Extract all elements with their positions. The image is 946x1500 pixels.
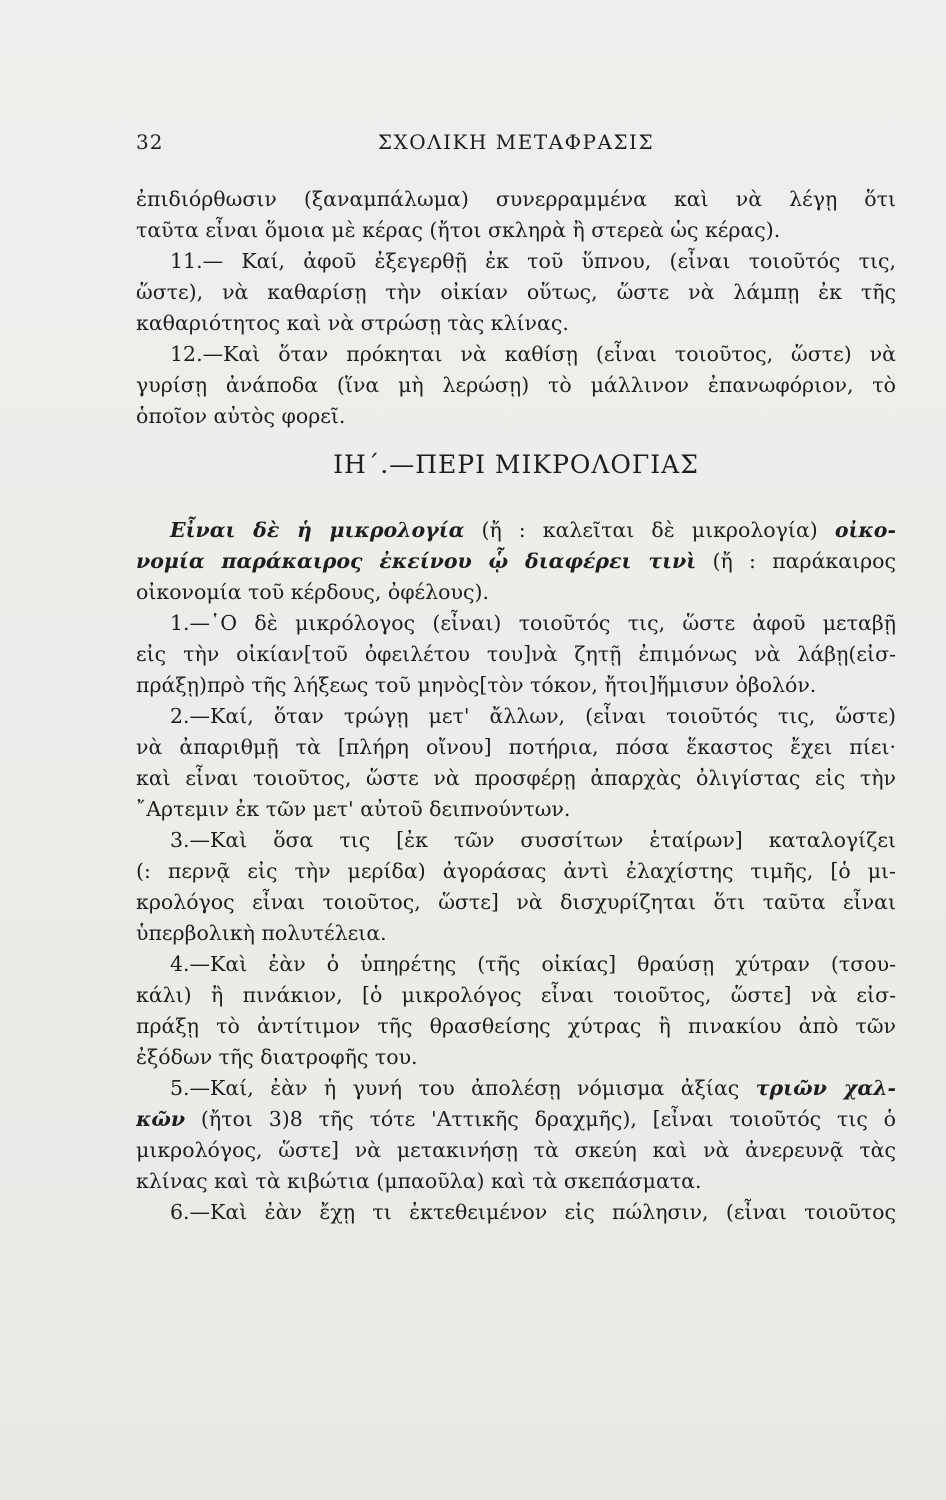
text-line: κρολόγος εἶναι τοιοῦτος, ὥστε] νὰ δισχυρίζηται ὅτι ταῦτα εἶναι bbox=[136, 890, 896, 914]
text-line: ὁποῖον αὐτὸς φορεῖ. bbox=[136, 404, 346, 428]
text-line: ἐπιδιόρθωσιν (ξαναμπάλωμα) συνερραμμένα καὶ νὰ λέγῃ ὅτι bbox=[136, 187, 896, 211]
text-line: εἰς τὴν οἰκίαν[τοῦ ὀφειλέτου του]νὰ ζητῇ ἐπιμόνως νὰ λάβῃ(εἰσ- bbox=[136, 642, 896, 666]
text-line: ῎Αρτεμιν ἐκ τῶν μετ' αὐτοῦ δειπνούντων. bbox=[136, 797, 571, 821]
text-line: κάλι) ἢ πινάκιον, [ὁ μικρολόγος εἶναι τοιοῦτος, ὥστε] νὰ εἰσ- bbox=[136, 983, 896, 1007]
text-fragment: 5.—Καί, ἐὰν ἡ γυνή του ἀπολέσῃ νόμισμα ἀξίας bbox=[170, 1076, 756, 1100]
text-line: κλίνας καὶ τὰ κιβώτια (μπαοῦλα) καὶ τὰ σκεπάσματα. bbox=[136, 1169, 702, 1193]
text-line: πράξῃ)πρὸ τῆς λήξεως τοῦ μηνὸς[τὸν τόκον, ἤτοι]ἥμισυν ὀβολόν. bbox=[136, 673, 817, 697]
text-line: 1.—῾Ο δὲ μικρόλογος (εἶναι) τοιοῦτός τις, ὥστε ἀφοῦ μεταβῇ bbox=[170, 611, 896, 635]
text-line: ὥστε), νὰ καθαρίσῃ τὴν οἰκίαν οὕτως, ὥστε νὰ λάμπῃ ἐκ τῆς bbox=[136, 280, 896, 304]
text-line bbox=[136, 1073, 896, 1104]
text-line: πράξῃ τὸ ἀντίτιμον τῆς θρασθείσης χύτρας ἢ πινακίου ἀπὸ τῶν bbox=[136, 1014, 896, 1038]
text-line: 6.—Καὶ ἐὰν ἔχῃ τι ἐκτεθειμένον εἰς πώλησιν, (εἶναι τοιοῦτος bbox=[170, 1200, 896, 1224]
running-title: ΣΧΟΛΙΚΗ ΜΕΤΑΦΡΑΣΙΣ bbox=[377, 130, 655, 154]
text-line: γυρίσῃ ἀνάποδα (ἵνα μὴ λερώσῃ) τὸ μάλλινον ἐπανωφόριον, τὸ bbox=[136, 373, 896, 397]
emphasis-text: τριῶν χαλ- bbox=[755, 1076, 896, 1100]
definition-gloss: (ἤ : καλεῖται δὲ μικρολογία) bbox=[464, 518, 835, 542]
definition-gloss: (ἤ : παράκαιρος bbox=[696, 549, 896, 573]
text-line: καθαριότητος καὶ νὰ στρώσῃ τὰς κλίνας. bbox=[136, 311, 569, 335]
text-fragment: (ἤτοι 3)8 τῆς τότε 'Αττικῆς δραχμῆς), [εἶναι τοιοῦτός τις ὁ bbox=[185, 1107, 896, 1131]
text-line: 12.—Καὶ ὅταν πρόκηται νὰ καθίσῃ (εἶναι τοιοῦτος, ὥστε) νὰ bbox=[170, 342, 896, 366]
text-line: ἐξόδων τῆς διατροφῆς του. bbox=[136, 1045, 418, 1069]
text-line: 2.—Καί, ὅταν τρώγῃ μετ' ἄλλων, (εἶναι τοιοῦτός τις, ὥστε) bbox=[170, 704, 896, 728]
emphasis-text: κῶν bbox=[136, 1107, 186, 1131]
text-line: 11.— Καί, ἀφοῦ ἐξεγερθῇ ἐκ τοῦ ὕπνου, (εἶναι τοιοῦτός τις, bbox=[170, 249, 896, 273]
page-body bbox=[136, 184, 896, 1228]
section-heading: ΙΗ΄.—ΠΕΡΙ ΜΙΚΡΟΛΟΓΙΑΣ bbox=[333, 450, 699, 479]
text-line bbox=[136, 1104, 896, 1135]
text-line: ταῦτα εἶναι ὅμοια μὲ κέρας (ἤτοι σκληρὰ ἢ στερεὰ ὡς κέρας). bbox=[136, 218, 781, 242]
definition-term: νομία παράκαιρος ἐκείνου ᾧ διαφέρει τινὶ bbox=[136, 549, 697, 573]
definition-line bbox=[136, 546, 896, 577]
definition-term: οἰκο- bbox=[834, 518, 896, 542]
text-line: νὰ ἀπαριθμῇ τὰ [πλήρη οἴνου] ποτήρια, πόσα ἕκαστος ἔχει πίει· bbox=[136, 735, 896, 759]
page-header bbox=[136, 130, 896, 160]
page-number: 32 bbox=[136, 130, 164, 154]
text-line: 4.—Καὶ ἐὰν ὁ ὑπηρέτης (τῆς οἰκίας] θραύσῃ χύτραν (τσου- bbox=[170, 952, 896, 976]
text-line: ὑπερβολικὴ πολυτέλεια. bbox=[136, 921, 387, 945]
definition-line: οἰκονομία τοῦ κέρδους, ὀφέλους). bbox=[136, 580, 489, 604]
text-line: μικρολόγος, ὥστε] νὰ μετακινήσῃ τὰ σκεύη καὶ νὰ ἀνερευνᾷ τὰς bbox=[136, 1138, 896, 1162]
definition-line bbox=[136, 515, 896, 546]
text-line: (: περνᾷ εἰς τὴν μερίδα) ἀγοράσας ἀντὶ ἐλαχίστης τιμῆς, [ὁ μι- bbox=[136, 859, 896, 883]
definition-term: Εἶναι δὲ ἡ μικρολογία bbox=[170, 518, 465, 542]
text-line: καὶ εἶναι τοιοῦτος, ὥστε νὰ προσφέρῃ ἀπαρχὰς ὀλιγίστας εἰς τὴν bbox=[136, 766, 896, 790]
text-line: 3.—Καὶ ὅσα τις [ἐκ τῶν συσσίτων ἑταίρων] καταλογίζει bbox=[170, 828, 896, 852]
